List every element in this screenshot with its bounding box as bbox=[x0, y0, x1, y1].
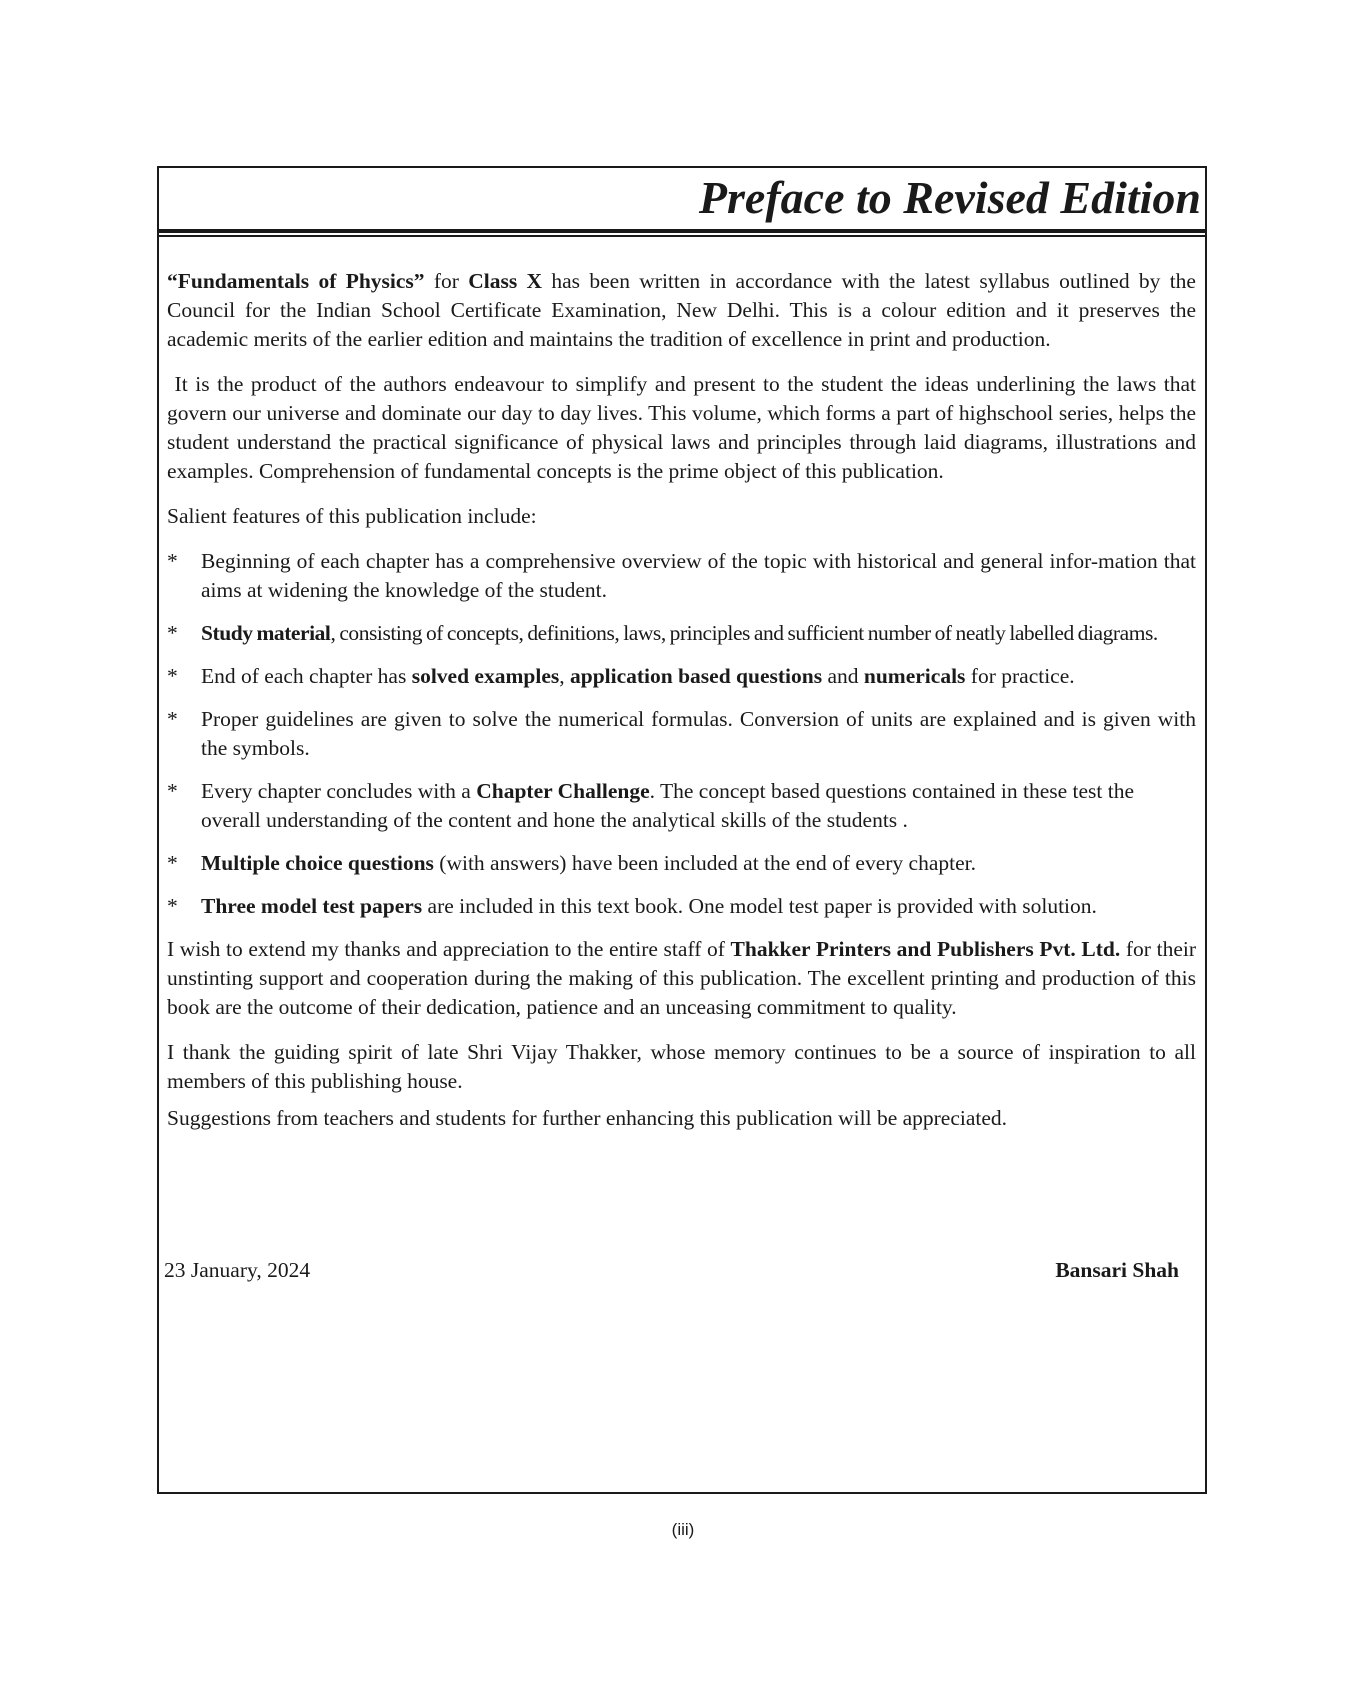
signoff bbox=[164, 1256, 1179, 1285]
suggestions-paragraph: Suggestions from teachers and students for further enhancing this publication will be appreciated. bbox=[167, 1106, 1008, 1130]
page-title: Preface to Revised Edition bbox=[698, 172, 1201, 223]
feature-item: * Study material, consisting of concepts, definitions, laws, principles and sufficient number of neatly labelled diagrams. bbox=[167, 619, 1196, 648]
bullet-marker: * bbox=[167, 621, 178, 645]
preface-frame bbox=[157, 166, 1207, 1494]
purpose-paragraph: It is the product of the authors endeavour to simplify and present to the student the ideas underlining the laws that govern our universe and dominate our day to day lives. This volume, which forms a part of highschool series, helps the student understand the practical significance of physical laws and principles through laid diagrams, illustrations and examples. Comprehension of fundamental concepts is the prime object of this publication. bbox=[167, 372, 1202, 483]
feature-item: * Multiple choice questions (with answers) have been included at the end of every chapter. bbox=[167, 849, 1196, 878]
bullet-marker: * bbox=[167, 549, 178, 573]
intro-paragraph: “Fundamentals of Physics” for Class X has been written in accordance with the latest syllabus outlined by the Council for the Indian School Certificate Examination, New Delhi. This is a colour edition and it preserves the academic merits of the earlier edition and maintains the tradition of excellence in print and production. bbox=[167, 269, 1196, 351]
thanks-paragraph: I wish to extend my thanks and appreciation to the entire staff of Thakker Printers and Publishers Pvt. Ltd. for their unstinting support and cooperation during the making of this publication. The excellent printing and production of this book are the outcome of their dedication, patience and an unceasing commitment to quality. bbox=[167, 937, 1196, 1019]
bullet-marker: * bbox=[167, 851, 178, 875]
bullet-marker: * bbox=[167, 707, 178, 731]
features-intro: Salient features of this publication include: bbox=[167, 504, 537, 528]
title-rule-thin bbox=[159, 235, 1205, 237]
author-name: Bansari Shah bbox=[1055, 1258, 1179, 1282]
bullet-marker: * bbox=[167, 894, 178, 918]
bullet-marker: * bbox=[167, 779, 178, 803]
preface-body bbox=[167, 267, 1202, 1149]
feature-item: * Beginning of each chapter has a comprehensive overview of the topic with historical and general infor-mation that aims at widening the knowledge of the student. bbox=[167, 549, 1196, 602]
features-list bbox=[167, 547, 1196, 921]
book-title-text: “Fundamentals of Physics” bbox=[167, 269, 425, 293]
preface-date: 23 January, 2024 bbox=[164, 1258, 311, 1282]
feature-item: * Every chapter concludes with a Chapter Challenge. The concept based questions contained in these test the overall understanding of the content and hone the analytical skills of the students . bbox=[167, 779, 1135, 832]
title-rule-thick bbox=[159, 229, 1205, 233]
feature-item: * Three model test papers are included in this text book. One model test paper is provided with solution. bbox=[167, 892, 1196, 921]
class-text: Class X bbox=[468, 269, 543, 293]
bullet-marker: * bbox=[167, 664, 178, 688]
feature-item: * Proper guidelines are given to solve the numerical formulas. Conversion of units are explained and is given with the symbols. bbox=[167, 707, 1196, 760]
publisher-name: Thakker Printers and Publishers Pvt. Ltd. bbox=[730, 937, 1121, 961]
page-number: (iii) bbox=[671, 1520, 695, 1539]
memory-paragraph: I thank the guiding spirit of late Shri Vijay Thakker, whose memory continues to be a source of inspiration to all members of this publishing house. bbox=[167, 1040, 1196, 1093]
feature-item: * End of each chapter has solved examples, application based questions and numericals for practice. bbox=[167, 662, 1196, 691]
